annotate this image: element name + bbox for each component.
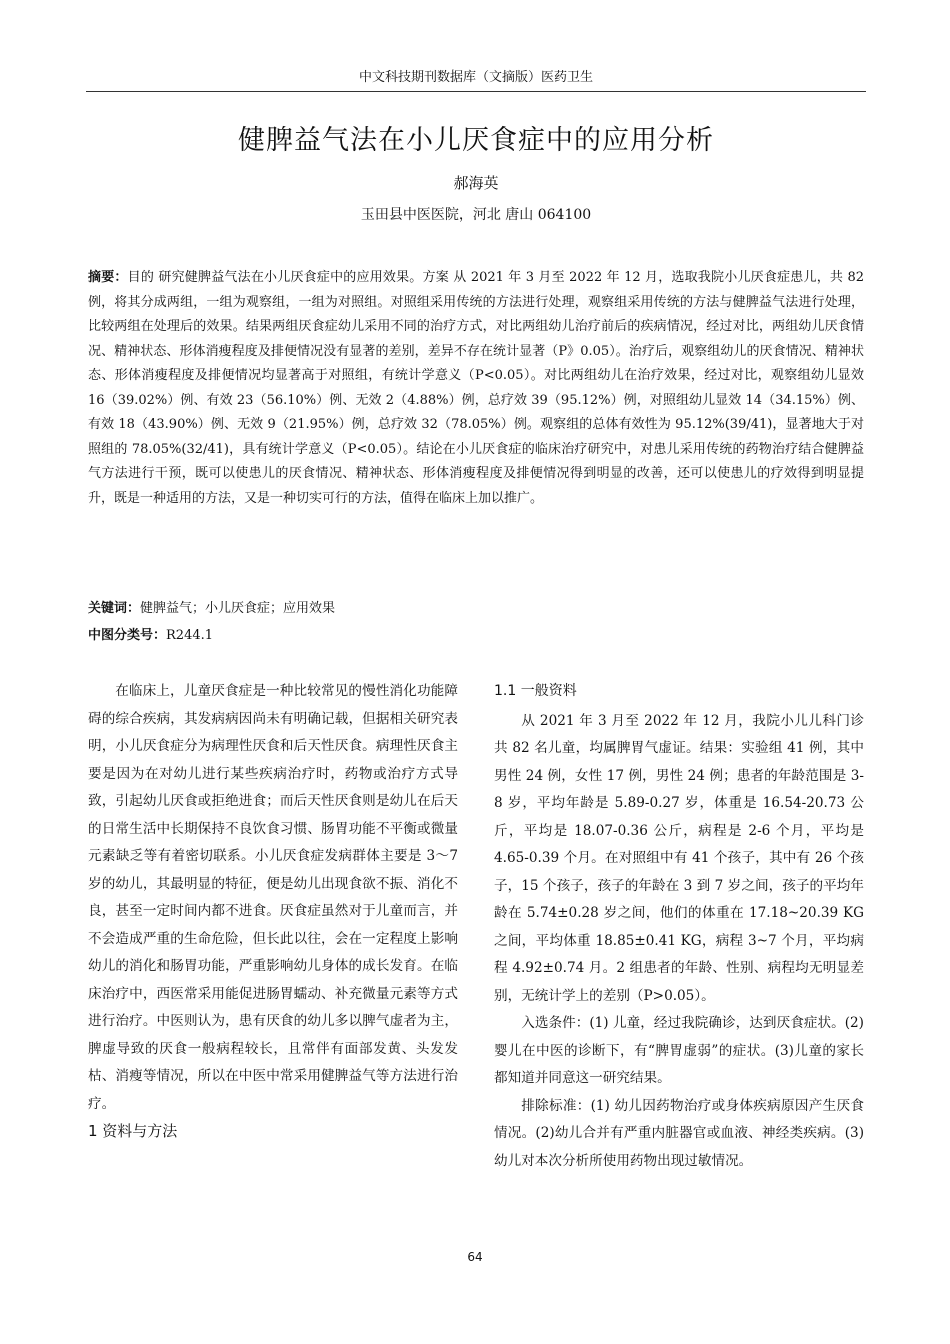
article-title: 健脾益气法在小儿厌食症中的应用分析 — [238, 125, 714, 156]
general-data-paragraph: 从 2021 年 3 月至 2022 年 12 月，我院小儿儿科门诊共 82 名儿童，均属脾胃气虚证。结果：实验组 41 例，其中男性 24 例，女性 17 例，男性 24 例；患者的年龄范围是 3-8 岁，平均年龄是 5.89-0.27 岁，体重是 16.54-20.73 公斤，平均是 18.07-0.36 公斤，病程是 2-6 个月，平均是 4.65-0.39 个月。在对照组中有 41 个孩子，其中有 26 个孩子，15 个孩子，孩子的年龄在 3 到 7 岁之间，孩子的平均年龄在 5.74±0.28 岁之间，他们的体重在 17.18~20.39 KG 之间，平均体重 18.85±0.41 KG，病程 3~7 个月，平均病程 4.92±0.74 月。2 组患者的年龄、性别、病程均无明显差别，无统计学上的差别（P>0.05）。 — [494, 712, 864, 1004]
classification-text: R244.1 — [166, 628, 214, 643]
abstract-text: 目的 研究健脾益气法在小儿厌食症中的应用效果。方案 从 2021 年 3 月至 2022 年 12 月，选取我院小儿厌食症患儿，共 82 例，将其分成两组，一组为观察组，一组为对照组。对照组采用传统的方法进行处理，观察组采用传统的方法与健脾益气法进行处理，比较两组在处理后的效果。结果两组厌食症幼儿采用不同的治疗方式，对比两组幼儿治疗前后的疾病情况，经过对比，两组幼儿厌食情况、精神状态、形体消瘦程度及排便情况没有显著的差别，差异不存在统计显著（P》0.05）。治疗后，观察组幼儿的厌食情况、精神状态、形体消瘦程度及排便情况均显著高于对照组，有统计学意义（P<0.05）。对比两组幼儿在治疗效果，经过对比，观察组幼儿显效 16（39.02%）例、有效 23（56.10%）例、无效 2（4.88%）例，总疗效 39（95.12%）例，对照组幼儿显效 14（34.15%）例、有效 18（43.90%）例、无效 9（21.95%）例，总疗效 32（78.05%）例。观察组的总体有效性为 95.12%(39/41)，显著地大于对照组的 78.05%(32/41)，具有统计学意义（P<0.05）。结论在小儿厌食症的临床治疗研究中，对患儿采用传统的药物治疗结合健脾益气方法进行干预，既可以使患儿的厌食情况、精神状态、形体消瘦程度及排便情况得到明显的改善，还可以使患儿的疗效得到明显提升，既是一种适用的方法，又是一种切实可行的方法，值得在临床上加以推广。 — [88, 270, 864, 506]
author: 郝海英 — [453, 174, 499, 192]
classification-label: 中图分类号： — [88, 628, 167, 643]
journal-header: 中文科技期刊数据库（文摘版）医药卫生 — [86, 66, 866, 92]
left-column — [88, 678, 458, 1146]
keywords-label: 关键词： — [88, 601, 141, 616]
abstract — [88, 266, 864, 511]
affiliation: 玉田县中医医院，河北 唐山 064100 — [360, 207, 592, 223]
abstract-label: 摘要： — [88, 270, 128, 285]
right-column — [494, 678, 864, 1175]
subsection-heading-1-1: 1.1 一般资料 — [494, 683, 577, 699]
keywords — [88, 597, 864, 616]
inclusion-criteria-paragraph: 入选条件：(1) 儿童，经过我院确诊，达到厌食症状。(2)婴儿在中医的诊断下，有“脾胃虚弱”的症状。(3)儿童的家长都知道并同意这一研究结果。 — [494, 1015, 864, 1086]
keywords-text: 健脾益气；小儿厌食症；应用效果 — [140, 601, 336, 616]
section-heading-1: 1 资料与方法 — [88, 1122, 178, 1140]
page-number: 64 — [467, 1250, 483, 1264]
classification — [88, 624, 864, 643]
intro-paragraph: 在临床上，儿童厌食症是一种比较常见的慢性消化功能障碍的综合疾病，其发病病因尚未有明确记载，但据相关研究表明，小儿厌食症分为病理性厌食和后天性厌食。病理性厌食主要是因为在对幼儿进行某些疾病治疗时，药物或治疗方式导致，引起幼儿厌食或拒绝进食；而后天性厌食则是幼儿在后天的日常生活中长期保持不良饮食习惯、肠胃功能不平衡或微量元素缺乏等有着密切联系。小儿厌食症发病群体主要是 3～7 岁的幼儿，其最明显的特征，便是幼儿出现食欲不振、消化不良，甚至一定时间内都不进食。厌食症虽然对于儿童而言，并不会造成严重的生命危险，但长此以往，会在一定程度上影响幼儿的消化和肠胃功能，严重影响幼儿身体的成长发育。在临床治疗中，西医常采用能促进肠胃蠕动、补充微量元素等方式进行治疗。中医则认为，患有厌食的幼儿多以脾气虚者为主，脾虚导致的厌食一般病程较长，且常伴有面部发黄、头发发枯、消瘦等情况，所以在中医中常采用健脾益气等方法进行治疗。 — [88, 683, 458, 1112]
exclusion-criteria-paragraph: 排除标准：(1) 幼儿因药物治疗或身体疾病原因产生厌食情况。(2)幼儿合并有严重内脏器官或血液、神经类疾病。(3) 幼儿对本次分析所使用药物出现过敏情况。 — [494, 1097, 864, 1169]
